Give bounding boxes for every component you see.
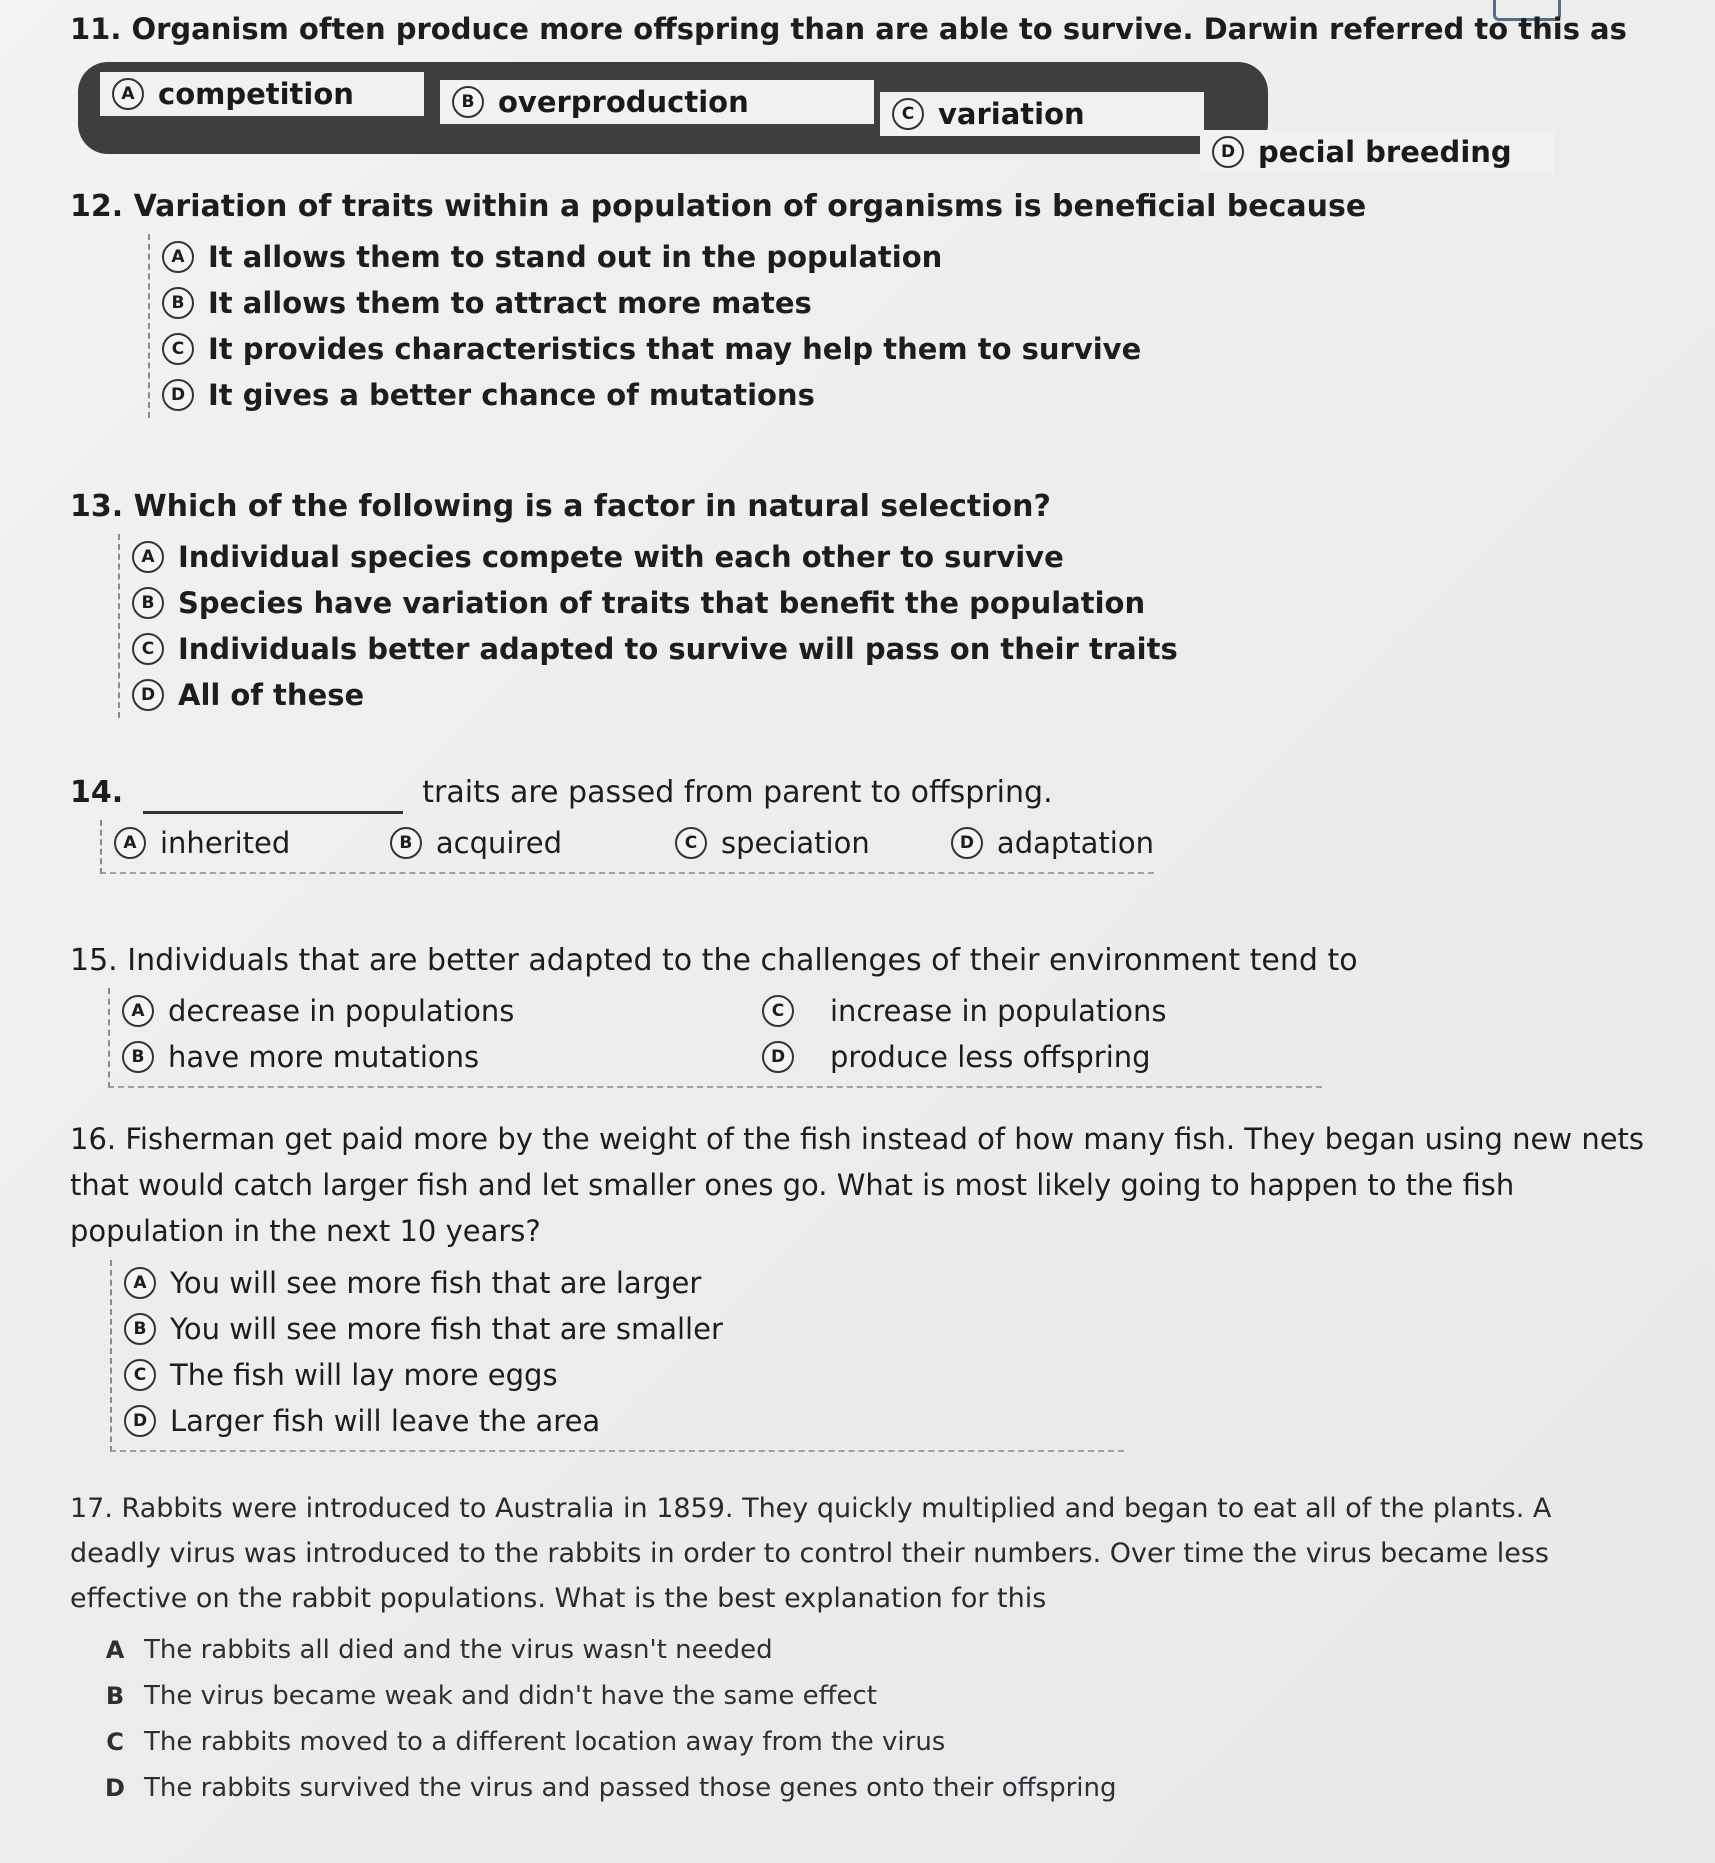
q15-choice-a[interactable]: [122, 988, 762, 1034]
choice-text: The fish will lay more eggs: [170, 1358, 558, 1392]
q11-choice-c[interactable]: [880, 92, 1204, 136]
choice-text: variation: [938, 97, 1085, 131]
q12-choice-d[interactable]: [162, 372, 1675, 418]
q15-choice-c[interactable]: [762, 988, 1322, 1034]
question-17-choices: [100, 1627, 1595, 1811]
choice-text: It allows them to stand out in the population: [208, 240, 943, 274]
choice-letter-c: C: [762, 995, 794, 1027]
question-14-text: traits are passed from parent to offspring.: [422, 775, 1053, 810]
q17-choice-d[interactable]: [100, 1765, 1595, 1811]
choice-letter-b: B: [390, 827, 422, 859]
choice-letter-a: A: [132, 541, 164, 573]
choice-text: acquired: [435, 826, 563, 860]
q16-choice-d[interactable]: [124, 1398, 1124, 1444]
choice-letter-b: B: [162, 287, 194, 319]
choice-text: All of these: [178, 678, 365, 712]
choice-letter-b: B: [132, 587, 164, 619]
choice-letter-d: D: [762, 1041, 794, 1073]
q13-choice-b[interactable]: [132, 580, 1675, 626]
question-17: [70, 1486, 1595, 1811]
q11-choice-b[interactable]: [440, 80, 874, 124]
choice-text: The virus became weak and didn't have the same effect: [144, 1681, 877, 1711]
choice-text: Individual species compete with each other to survive: [178, 540, 1064, 574]
choice-letter-c: C: [675, 827, 707, 859]
question-11-title: 11. Organism often produce more offspring than are able to survive. Darwin referred to this as: [70, 12, 1627, 46]
question-15-choices: [108, 988, 1322, 1088]
question-13-choices: [118, 534, 1675, 718]
q11-choice-a[interactable]: [100, 72, 424, 116]
question-13: [70, 486, 1675, 718]
choice-letter-c: C: [132, 633, 164, 665]
question-14: [70, 772, 1675, 874]
q13-choice-a[interactable]: [132, 534, 1675, 580]
question-15-title: 15. Individuals that are better adapted to the challenges of their environment tend to: [70, 943, 1358, 978]
choice-text: competition: [158, 77, 354, 111]
choice-text: adaptation: [996, 826, 1154, 860]
choice-letter-d: D: [951, 827, 983, 859]
question-17-title: 17. Rabbits were introduced to Australia in 1859. They quickly multiplied and began to eat all of the plants. A deadly virus was introduced to the rabbits in order to control their numbers. Over time the virus became less effective on the rabbit populations. What is the best explanation for this: [70, 1493, 1552, 1614]
choice-text: Species have variation of traits that benefit the population: [178, 586, 1146, 620]
choice-letter-c: C: [124, 1359, 156, 1391]
question-16: [70, 1116, 1655, 1452]
choice-letter-d: D: [162, 379, 194, 411]
choice-letter-d: D: [132, 679, 164, 711]
choice-letter-a: A: [162, 241, 194, 273]
q12-choice-b[interactable]: [162, 280, 1675, 326]
q17-choice-b[interactable]: [100, 1673, 1595, 1719]
question-14-prompt: [70, 772, 1675, 814]
q16-choice-a[interactable]: [124, 1260, 1124, 1306]
choice-letter-a: A: [124, 1267, 156, 1299]
q15-choice-b[interactable]: [122, 1034, 762, 1080]
choice-text: inherited: [160, 826, 291, 860]
question-11: [70, 8, 1675, 50]
choice-text: speciation: [721, 826, 870, 860]
choice-text: produce less offspring: [830, 1040, 1151, 1074]
choice-text: You will see more fish that are smaller: [170, 1312, 723, 1346]
q14-choice-d[interactable]: [951, 820, 1154, 866]
question-12-choices: [148, 234, 1675, 418]
q12-choice-a[interactable]: [162, 234, 1675, 280]
choice-letter-d: D: [105, 1774, 125, 1802]
question-12-title: 12. Variation of traits within a population of organisms is beneficial because: [70, 189, 1367, 224]
choice-text: overproduction: [498, 85, 749, 119]
question-16-title: 16. Fisherman get paid more by the weight of the fish instead of how many fish. They began using new nets that would catch larger fish and let smaller ones go. What is most likely going to happen to the fish population in the next 10 years?: [70, 1122, 1645, 1248]
q13-choice-c[interactable]: [132, 626, 1675, 672]
choice-letter-a: A: [114, 827, 146, 859]
choice-letter-c: C: [106, 1728, 124, 1756]
choice-text: Individuals better adapted to survive will pass on their traits: [178, 632, 1178, 666]
choice-text: increase in populations: [830, 994, 1167, 1028]
question-13-title: 13. Which of the following is a factor in natural selection?: [70, 489, 1051, 524]
q17-choice-a[interactable]: [100, 1627, 1595, 1673]
choice-text: It allows them to attract more mates: [208, 286, 812, 320]
choice-text: It gives a better chance of mutations: [208, 378, 815, 412]
q14-choice-b[interactable]: [390, 820, 675, 866]
answer-blank[interactable]: [143, 781, 403, 814]
choice-letter-b: B: [124, 1313, 156, 1345]
choice-text: Larger fish will leave the area: [170, 1404, 601, 1438]
choice-letter-b: B: [105, 1682, 125, 1710]
choice-letter-a: A: [122, 995, 154, 1027]
q16-choice-c[interactable]: [124, 1352, 1124, 1398]
question-12: [70, 186, 1675, 418]
question-15: [70, 940, 1675, 1088]
q14-choice-c[interactable]: [675, 820, 951, 866]
question-14-choices: [100, 820, 1154, 874]
choice-text: You will see more fish that are larger: [170, 1266, 702, 1300]
choice-letter-c: C: [892, 98, 924, 130]
q12-choice-c[interactable]: [162, 326, 1675, 372]
choice-letter-a: A: [105, 1636, 125, 1664]
choice-letter-d: D: [1212, 136, 1244, 168]
choice-text: The rabbits all died and the virus wasn't needed: [144, 1635, 773, 1665]
q15-choice-d[interactable]: [762, 1034, 1322, 1080]
choice-letter-a: A: [112, 78, 144, 110]
choice-text: The rabbits moved to a different location away from the virus: [144, 1727, 946, 1757]
choice-text: decrease in populations: [168, 994, 515, 1028]
choice-letter-b: B: [122, 1041, 154, 1073]
q16-choice-b[interactable]: [124, 1306, 1124, 1352]
q17-choice-c[interactable]: [100, 1719, 1595, 1765]
question-14-number: 14.: [70, 775, 124, 810]
q14-choice-a[interactable]: [114, 820, 390, 866]
question-16-choices: [110, 1260, 1124, 1452]
choice-letter-b: B: [452, 86, 484, 118]
choice-text: The rabbits survived the virus and passed those genes onto their offspring: [144, 1773, 1117, 1803]
choice-text: It provides characteristics that may help them to survive: [208, 332, 1142, 366]
choice-text: pecial breeding: [1258, 135, 1512, 169]
choice-letter-c: C: [162, 333, 194, 365]
choice-text: have more mutations: [168, 1040, 480, 1074]
q11-choice-d[interactable]: [1200, 130, 1554, 174]
q13-choice-d[interactable]: [132, 672, 1675, 718]
choice-letter-d: D: [124, 1405, 156, 1437]
